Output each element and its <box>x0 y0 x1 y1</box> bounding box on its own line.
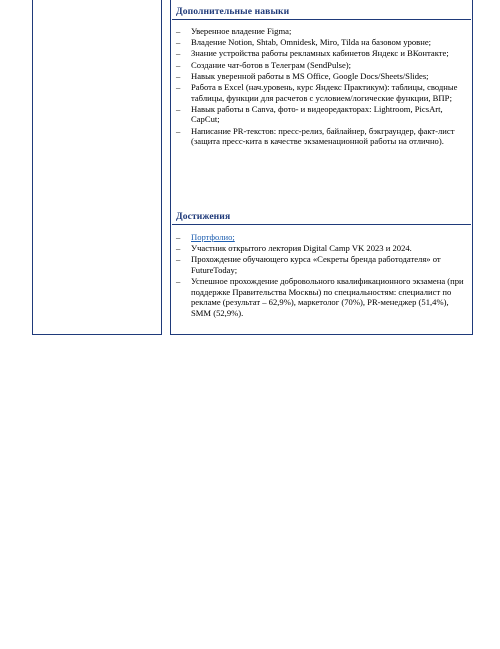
bullet-dash: – <box>176 254 181 265</box>
skills-section-divider <box>172 19 471 20</box>
list-item: – Навык работы в Canva, фото- и видеоредакторах: Lightroom, PicsArt, CapCut; <box>176 103 443 125</box>
left-column-frame <box>32 0 162 335</box>
bullet-dash: – <box>176 37 181 48</box>
list-item: – Участник открытого лектория Digital Camp VK 2023 и 2024. <box>176 243 412 254</box>
portfolio-link[interactable]: Портфолио; <box>191 232 235 242</box>
bullet-dash: – <box>176 232 181 242</box>
bullet-dash: – <box>176 243 181 254</box>
bullet-dash: – <box>176 70 181 81</box>
skills-list <box>176 26 468 147</box>
list-item: – Владение Notion, Shtab, Omnidesk, Miro, Tilda на базовом уровне; <box>176 37 432 48</box>
skills-section-title: Дополнительные навыки <box>176 6 290 17</box>
achievements-section-title: Достижения <box>176 211 231 222</box>
list-item: – Уверенное владение Figma; <box>176 26 292 36</box>
list-item: – Успешное прохождение добровольного квалификационного экзамена (при поддержке Правительства Москвы) по специальностям: специалист по рекламе (результат – 62,9%), маркетолог (70%), PR-менеджер (51,4%), SMM (52,9%). <box>176 276 464 318</box>
list-item: – Создание чат-ботов в Телеграм (SendPulse); <box>176 59 352 70</box>
bullet-dash: – <box>176 48 181 59</box>
list-item: – Знание устройства работы рекламных кабинетов Яндекс и ВКонтакте; <box>176 48 449 59</box>
achievements-list <box>176 232 468 319</box>
list-item: – Работа в Excel (нач.уровень, курс Яндекс Практикум): таблицы, сводные таблицы, функции для расчетов с условием/логические функции, ВПР; <box>176 81 458 103</box>
achievements-section-divider <box>172 224 471 225</box>
bullet-dash: – <box>176 81 181 92</box>
bullet-dash: – <box>176 276 181 287</box>
bullet-dash: – <box>176 26 181 36</box>
bullet-dash: – <box>176 59 181 70</box>
bullet-dash: – <box>176 103 181 114</box>
list-item: – Навык уверенной работы в MS Office, Google Docs/Sheets/Slides; <box>176 70 429 81</box>
list-item <box>176 232 468 243</box>
list-item: – Прохождение обучающего курса «Секреты бренда работодателя» от FutureToday; <box>176 254 441 275</box>
list-item: – Написание PR-текстов: пресс-релиз, байлайнер, бэкграундер, факт-лист (защита пресс-кита в качестве экзаменационной работы на отлично). <box>176 125 455 147</box>
bullet-dash: – <box>176 125 181 136</box>
